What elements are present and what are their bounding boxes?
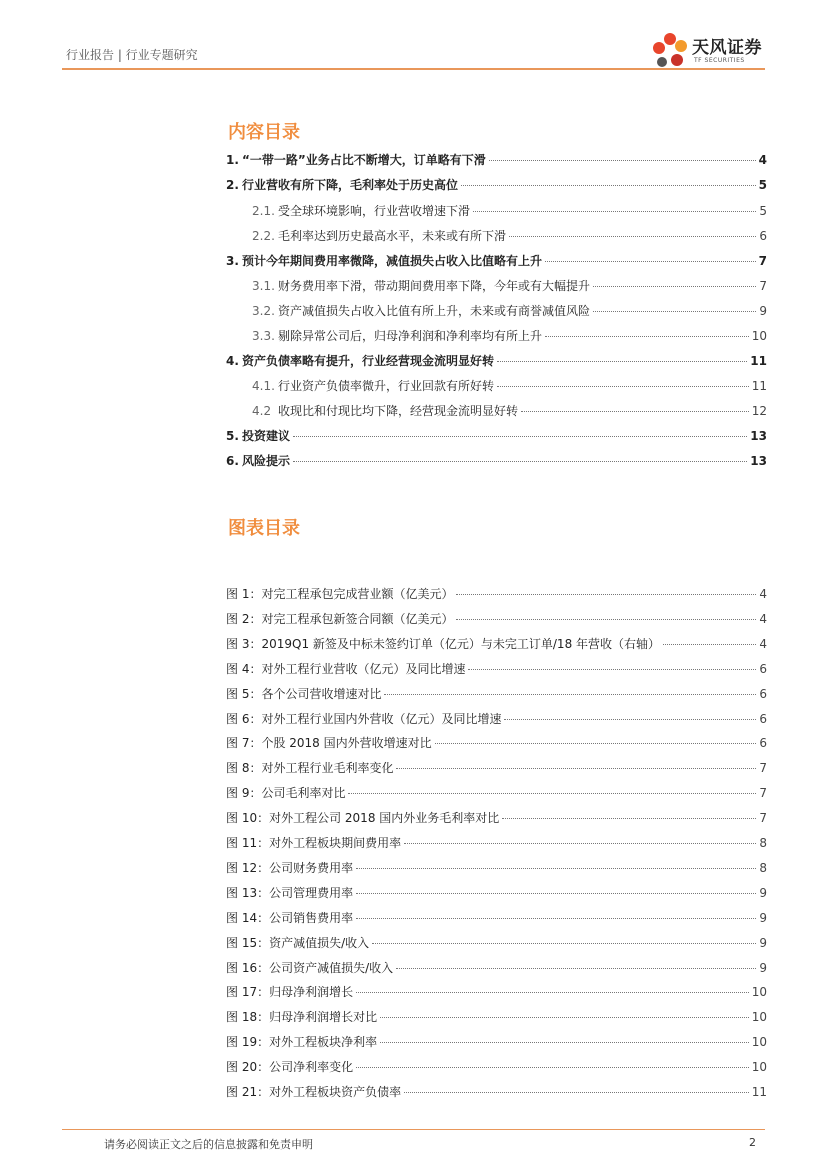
figure-item-page: 7 — [759, 761, 767, 776]
figure-item-page: 10 — [751, 1060, 767, 1075]
figure-item[interactable] — [226, 834, 767, 854]
figure-item-page: 9 — [759, 960, 767, 975]
toc-item-page: 5 — [758, 178, 767, 192]
figure-item-page: 8 — [759, 860, 767, 875]
toc-item-page: 12 — [751, 404, 767, 418]
footer-page-number: 2 — [749, 1136, 756, 1149]
toc-leader-dots — [473, 211, 756, 212]
toc-item-page: 9 — [759, 304, 767, 318]
figure-item-text: 对外工程行业毛利率变化 — [261, 761, 394, 776]
figure-leader-dots — [396, 768, 756, 769]
figure-item-text: 个股 2018 国内外营收增速对比 — [261, 736, 432, 751]
figure-item-text: 对外工程公司 2018 国内外业务毛利率对比 — [269, 811, 500, 826]
toc-item-number: 1. — [226, 153, 239, 167]
company-logo — [650, 31, 765, 71]
figure-item-text: 资产减值损失/收入 — [269, 935, 370, 950]
figure-item[interactable] — [226, 809, 767, 829]
toc-leader-dots — [593, 286, 756, 287]
figure-item-label: 图 7： — [226, 736, 262, 751]
toc-item-number: 3.1. — [252, 279, 275, 293]
figure-item-text: 公司财务费用率 — [269, 860, 354, 875]
toc-leader-dots — [497, 386, 749, 387]
toc-item[interactable] — [252, 402, 767, 422]
toc-item-number: 4.1. — [252, 379, 275, 393]
figure-item-page: 9 — [759, 935, 767, 950]
toc-item-number: 5. — [226, 429, 239, 443]
figure-item-label: 图 21： — [226, 1085, 270, 1099]
toc-item-page: 7 — [759, 279, 767, 293]
figure-item[interactable] — [226, 610, 767, 630]
toc-item-text: 收现比和付现比均下降，经营现金流明显好转 — [278, 404, 519, 418]
toc-item-number: 2.2. — [252, 229, 275, 243]
figure-leader-dots — [356, 918, 756, 919]
figure-item[interactable] — [226, 784, 767, 804]
figure-item-page: 9 — [759, 910, 767, 925]
toc-item-number: 6. — [226, 454, 239, 468]
toc-leader-dots — [509, 236, 756, 237]
figures-title: 图表目录 — [228, 518, 300, 539]
toc-item[interactable] — [252, 277, 767, 297]
toc-item-text: 预计今年期间费用率微降，减值损失占收入比值略有上升 — [242, 254, 543, 268]
logo-name-en: TF SECURITIES — [694, 57, 745, 64]
figure-item-label: 图 17： — [226, 985, 270, 1000]
figure-item-label: 图 18： — [226, 1010, 270, 1025]
figure-item-text: 对完工程承包新签合同额（亿美元） — [261, 611, 454, 626]
toc-item-number: 4. — [226, 354, 239, 368]
figure-item-page: 6 — [759, 661, 767, 676]
toc-leader-dots — [497, 361, 747, 362]
figure-item-text: 各个公司营收增速对比 — [261, 686, 382, 701]
figure-item-page: 6 — [759, 736, 767, 751]
figure-item[interactable] — [226, 585, 767, 605]
toc-item[interactable] — [252, 327, 767, 347]
figure-leader-dots — [348, 793, 756, 794]
toc-item-text: 行业资产负债率微升，行业回款有所好转 — [278, 379, 495, 393]
header-breadcrumb: 行业报告 | 行业专题研究 — [66, 48, 198, 62]
figure-leader-dots — [380, 1042, 749, 1043]
figure-item-text: 公司销售费用率 — [269, 910, 354, 925]
figure-item-text: 公司管理费用率 — [269, 885, 354, 900]
figure-leader-dots — [356, 893, 756, 894]
figure-item-page: 4 — [759, 587, 767, 601]
figure-leader-dots — [380, 1017, 749, 1018]
toc-item-text: 财务费用率下滑，带动期间费用率下降，今年或有大幅提升 — [278, 279, 591, 293]
toc-item-page: 10 — [751, 329, 767, 343]
toc-leader-dots — [489, 160, 756, 161]
figure-item-page: 10 — [751, 1035, 767, 1050]
figure-item-label: 图 20： — [226, 1060, 270, 1075]
figure-item[interactable] — [226, 934, 767, 954]
figure-item-page: 4 — [759, 636, 767, 651]
figure-item-page: 10 — [751, 985, 767, 1000]
figure-item-label: 图 13： — [226, 885, 270, 900]
figure-item-text: 公司资产减值损失/收入 — [269, 960, 394, 975]
toc-item[interactable] — [226, 427, 767, 447]
footer-disclaimer: 请务必阅读正文之后的信息披露和免责申明 — [104, 1138, 313, 1151]
figure-leader-dots — [356, 868, 756, 869]
toc-item[interactable] — [226, 252, 767, 272]
toc-leader-dots — [521, 411, 749, 412]
toc-title: 内容目录 — [228, 122, 300, 143]
figure-item-label: 图 11： — [226, 836, 270, 850]
figure-item-page: 11 — [751, 1085, 767, 1099]
figure-item-page: 9 — [759, 885, 767, 900]
figure-item[interactable] — [226, 909, 767, 929]
figure-item-label: 图 1： — [226, 587, 262, 601]
figure-item-text: 对外工程行业营收（亿元）及同比增速 — [261, 661, 466, 676]
figure-item-text: 归母净利润增长 — [269, 985, 354, 1000]
figure-item[interactable] — [226, 1083, 767, 1103]
toc-item-page: 13 — [750, 454, 767, 468]
figure-item[interactable] — [226, 959, 767, 979]
figure-item-label: 图 10： — [226, 811, 270, 826]
figure-item-label: 图 16： — [226, 960, 270, 975]
figure-item[interactable] — [226, 710, 767, 730]
figure-item-label: 图 12： — [226, 860, 270, 875]
toc-item-number: 4.2 — [252, 404, 272, 418]
figure-item[interactable] — [226, 1008, 767, 1028]
figure-item[interactable] — [226, 859, 767, 879]
figure-item-text: 对完工程承包完成营业额（亿美元） — [261, 587, 454, 601]
toc-item-text: 投资建议 — [242, 429, 291, 443]
figure-item-page: 10 — [751, 1010, 767, 1025]
toc-item[interactable] — [252, 377, 767, 397]
figure-item-text: 公司毛利率对比 — [261, 786, 346, 801]
figure-item-page: 7 — [759, 786, 767, 801]
toc-item-page: 11 — [750, 354, 767, 368]
figure-item-text: 2019Q1 新签及中标未签约订单（亿元）与未完工订单/18 年营收（右轴） — [261, 636, 661, 651]
toc-item-page: 11 — [751, 379, 767, 393]
figure-item-text: 对外工程板块资产负债率 — [269, 1085, 402, 1099]
figure-leader-dots — [502, 818, 756, 819]
figure-leader-dots — [356, 992, 749, 993]
figure-leader-dots — [384, 694, 756, 695]
figure-item[interactable] — [226, 759, 767, 779]
toc-leader-dots — [461, 185, 756, 186]
toc-item-number: 2.1. — [252, 204, 275, 218]
figure-item[interactable] — [226, 1058, 767, 1078]
figure-item-page: 6 — [759, 686, 767, 701]
figure-item-page: 8 — [759, 836, 767, 850]
toc-item[interactable] — [252, 302, 767, 322]
figure-leader-dots — [404, 1092, 749, 1093]
toc-item-number: 3.2. — [252, 304, 275, 318]
figure-item[interactable] — [226, 685, 767, 705]
toc-item-text: 资产减值损失占收入比值有所上升，未来或有商誉减值风险 — [278, 304, 591, 318]
toc-leader-dots — [545, 336, 749, 337]
figure-leader-dots — [456, 594, 756, 595]
figure-leader-dots — [663, 644, 756, 645]
figure-item-label: 图 19： — [226, 1035, 270, 1050]
figure-item[interactable] — [226, 884, 767, 904]
figure-item-label: 图 4： — [226, 661, 262, 676]
figure-item-text: 归母净利润增长对比 — [269, 1010, 378, 1025]
toc-leader-dots — [545, 261, 756, 262]
figure-item-label: 图 8： — [226, 761, 262, 776]
toc-leader-dots — [593, 311, 756, 312]
figure-item-text: 对外工程板块期间费用率 — [269, 836, 402, 850]
toc-item-page: 7 — [758, 254, 767, 268]
toc-item-text: 资产负债率略有提升，行业经营现金流明显好转 — [242, 354, 495, 368]
logo-name-cn: 天风证券 — [692, 38, 762, 58]
figure-item[interactable] — [226, 734, 767, 754]
toc-item-page: 6 — [759, 229, 767, 243]
figure-leader-dots — [504, 719, 756, 720]
toc-item-page: 13 — [750, 429, 767, 443]
figure-item-text: 对外工程行业国内外营收（亿元）及同比增速 — [261, 711, 502, 726]
toc-item-number: 2. — [226, 178, 239, 192]
toc-item-text: 受全球环境影响，行业营收增速下滑 — [278, 204, 471, 218]
toc-item-text: 行业营收有所下降，毛利率处于历史高位 — [242, 178, 459, 192]
toc-item[interactable] — [226, 176, 767, 196]
toc-item-number: 3.3. — [252, 329, 275, 343]
figure-leader-dots — [404, 843, 756, 844]
header-rule — [62, 68, 765, 70]
toc-leader-dots — [293, 436, 747, 437]
toc-leader-dots — [293, 461, 747, 462]
figure-item-label: 图 15： — [226, 935, 270, 950]
toc-item[interactable] — [226, 151, 767, 171]
figure-leader-dots — [396, 968, 756, 969]
figure-item-text: 公司净利率变化 — [269, 1060, 354, 1075]
figure-leader-dots — [356, 1067, 749, 1068]
figure-item[interactable] — [226, 660, 767, 680]
toc-item-text: 风险提示 — [242, 454, 291, 468]
figure-item[interactable] — [226, 1033, 767, 1053]
footer-rule — [62, 1129, 765, 1130]
figure-leader-dots — [468, 669, 756, 670]
toc-item[interactable] — [252, 202, 767, 222]
toc-item-text: 毛利率达到历史最高水平，未来或有所下滑 — [278, 229, 507, 243]
figure-leader-dots — [372, 943, 756, 944]
figure-item-page: 4 — [759, 611, 767, 626]
figure-item[interactable] — [226, 635, 767, 655]
figure-leader-dots — [435, 743, 757, 744]
figure-item-label: 图 5： — [226, 686, 262, 701]
toc-item[interactable] — [226, 452, 767, 472]
toc-item-page: 4 — [758, 153, 767, 167]
figure-item-text: 对外工程板块净利率 — [269, 1035, 378, 1050]
figure-item[interactable] — [226, 983, 767, 1003]
logo-flower-icon — [650, 31, 690, 71]
figure-item-label: 图 6： — [226, 711, 262, 726]
figure-item-label: 图 9： — [226, 786, 262, 801]
toc-item[interactable] — [252, 227, 767, 247]
figure-leader-dots — [456, 619, 756, 620]
figure-item-label: 图 2： — [226, 611, 262, 626]
figure-item-label: 图 3： — [226, 636, 262, 651]
toc-item-text: 剔除异常公司后，归母净利润和净利率均有所上升 — [278, 329, 543, 343]
toc-item-page: 5 — [759, 204, 767, 218]
toc-item-text: “一带一路”业务占比不断增大，订单略有下滑 — [242, 153, 486, 167]
figure-item-page: 6 — [759, 711, 767, 726]
toc-item[interactable] — [226, 352, 767, 372]
figure-item-label: 图 14： — [226, 910, 270, 925]
toc-item-number: 3. — [226, 254, 239, 268]
figure-item-page: 7 — [759, 811, 767, 826]
